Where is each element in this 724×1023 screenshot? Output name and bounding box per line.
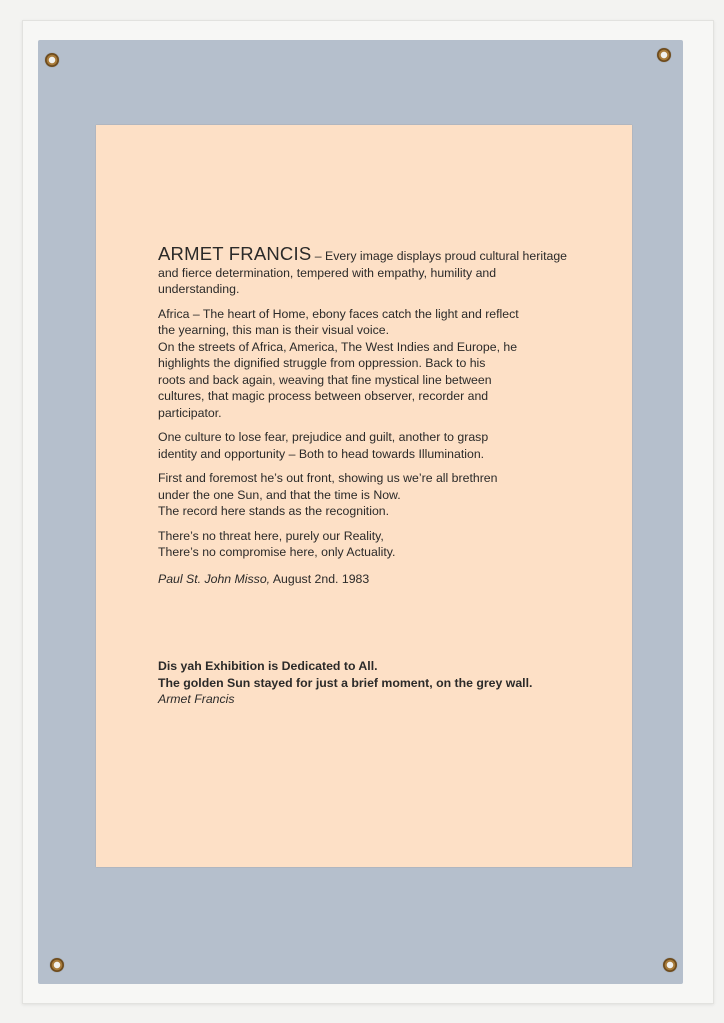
text-line: First and foremost he’s out front, showing us we’re all brethren [158, 471, 498, 485]
paragraph-reality [158, 528, 588, 561]
eyelet-icon [50, 958, 64, 972]
paragraph-brethren [158, 470, 588, 520]
signature-date: August 2nd. 1983 [270, 571, 370, 586]
text-line: highlights the dignified struggle from oppression. Back to his [158, 356, 486, 370]
text-sheet [96, 125, 632, 867]
artist-name-heading: ARMET FRANCIS [158, 243, 312, 264]
text-line: cultures, that magic process between observer, recorder and [158, 389, 489, 403]
eyelet-icon [663, 958, 677, 972]
text-line: One culture to lose fear, prejudice and guilt, another to grasp [158, 430, 489, 444]
text-line: and fierce determination, tempered with empathy, humility and [158, 265, 497, 280]
dedication-line: The golden Sun stayed for just a brief moment, on the grey wall. [158, 675, 533, 690]
text-line: Africa – The heart of Home, ebony faces catch the light and reflect [158, 306, 519, 321]
dedication-block [158, 658, 588, 708]
heading-text: – Every image displays proud cultural heritage [314, 249, 567, 263]
intro-paragraph [158, 243, 588, 298]
text-line: participator. [158, 405, 222, 420]
dedication-author: Armet Francis [158, 692, 235, 706]
signature [158, 571, 588, 588]
paragraph-culture [158, 429, 588, 462]
text-line: The record here stands as the recognition. [158, 504, 390, 518]
text-line: On the streets of Africa, America, The West Indies and Europe, he [158, 339, 518, 354]
eyelet-icon [657, 48, 671, 62]
text-line: the yearning, this man is their visual voice. [158, 323, 390, 337]
statement-text [158, 243, 588, 595]
paragraph-africa [158, 306, 588, 422]
text-line: There’s no compromise here, only Actuality. [158, 545, 396, 559]
signature-name: Paul St. John Misso, [158, 571, 271, 586]
eyelet-icon [45, 53, 59, 67]
dedication-line: Dis yah Exhibition is Dedicated to All. [158, 659, 378, 673]
text-line: understanding. [158, 282, 240, 296]
text-line: roots and back again, weaving that fine mystical line between [158, 372, 492, 387]
text-line: under the one Sun, and that the time is Now. [158, 487, 401, 502]
text-line: There’s no threat here, purely our Reality, [158, 528, 384, 543]
text-line: identity and opportunity – Both to head towards Illumination. [158, 446, 485, 461]
